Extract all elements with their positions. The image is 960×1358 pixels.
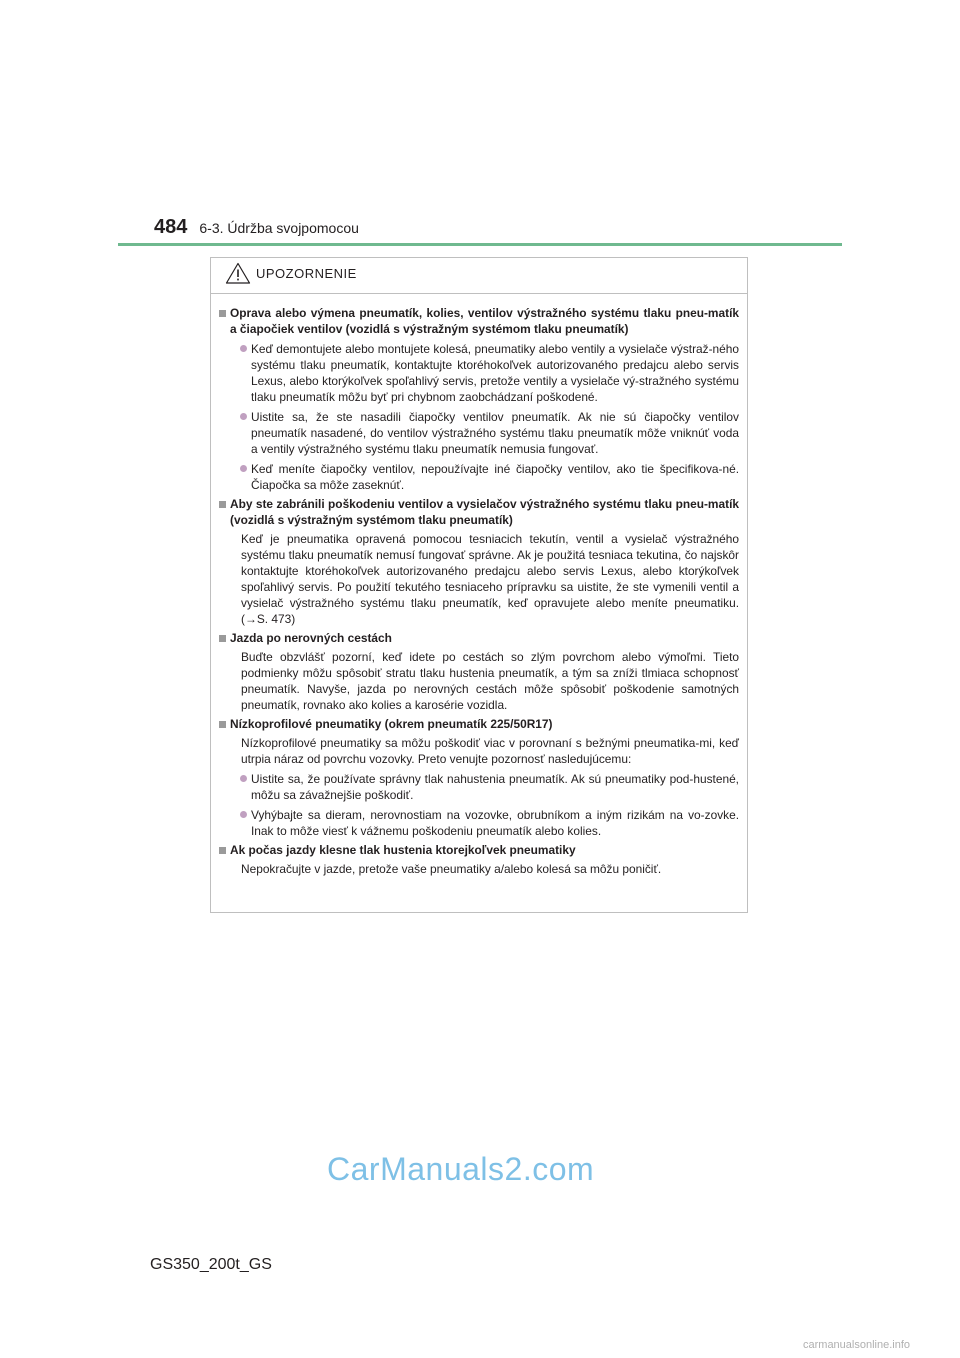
bullet-item: Uistite sa, že ste nasadili čiapočky ventilov pneumatík. Ak nie sú čiapočky ventilov pneumatík nasadené, do ventilov výstražného systému tlaku pneumatík môže vniknúť voda a ventily výstražného systému tlaku pneumatík nemusia fungovať. [219, 409, 739, 457]
warning-section [219, 496, 739, 627]
section-paragraph: Keď je pneumatika opravená pomocou tesniacich tekutín, ventil a vysielač výstražného systému tlaku pneumatík nemusí fungovať správne. Ak je použitá tesniaca tekutina, čo najskôr kontaktujte ktoréhokoľvek autorizovaného predajcu alebo servis Lexus, alebo ktorýkoľvek spoľahlivý servis. Po použití tekutého tesniaceho prípravku sa uistite, že ste vymenili ventil a vysielač výstražného systému tlaku pneumatík, keď opravujete alebo meníte pneumatiku. (→S. 473) [241, 532, 739, 626]
footer-site-link[interactable]: carmanualsonline.info [803, 1339, 911, 1351]
bullet-item: Uistite sa, že používate správny tlak nahustenia pneumatík. Ak sú pneumatiky pod-hustené, môžu sa závažnejšie poškodiť. [219, 771, 739, 803]
page-number: 484 [154, 216, 188, 238]
section-heading: Nízkoprofilové pneumatiky (okrem pneumatík 225/50R17) [219, 716, 739, 732]
warning-triangle-icon [225, 262, 251, 284]
bullet-item: Keď meníte čiapočky ventilov, nepoužívajte iné čiapočky ventilov, ako tie špecifikova-né. Čiapočka sa môže zaseknúť. [219, 461, 739, 493]
warning-section [219, 842, 739, 877]
page-header [154, 216, 359, 239]
section-paragraph: Buďte obzvlášť pozorní, keď idete po cestách so zlým povrchom alebo výmoľmi. Tieto podmienky môžu spôsobiť stratu tlaku hustenia pneumatík, a tým sa zníži tlmiaca schopnosť pneumatík. Navyše, jazda po nerovných cestách môže spôsobiť poškodenie samotných pneumatík, rovnako ako kolies a karosérie vozidla. [241, 650, 739, 712]
bullet-item: Vyhýbajte sa dieram, nerovnostiam na vozovke, obrubníkom a iným rizikám na vo-zovke. Inak to môže viesť k vážnemu poškodeniu pneumatík alebo kolies. [219, 807, 739, 839]
footer-model-code: GS350_200t_GS [150, 1256, 272, 1273]
section-heading: Jazda po nerovných cestách [219, 630, 739, 646]
warning-section [219, 630, 739, 713]
warning-box [210, 257, 748, 913]
warning-section [219, 716, 739, 839]
warning-content [219, 302, 739, 877]
section-heading: Ak počas jazdy klesne tlak hustenia ktorejkoľvek pneumatiky [219, 842, 739, 858]
bullet-item: Keď demontujete alebo montujete kolesá, pneumatiky alebo ventily a vysielače výstraž-ného systému tlaku pneumatík, kontaktujte ktoréhokoľvek autorizovaného predajcu alebo servis Lexus, alebo ktorýkoľvek spoľahlivý servis, pretože ventily a vysielače vý-stražného systému tlaku pneumatík môžu byť pri chybnom zaobchádzaní poškodené. [219, 341, 739, 405]
warning-header [225, 262, 357, 284]
section-paragraph: Nepokračujte v jazde, pretože vaše pneumatiky a/alebo kolesá sa môžu poničiť. [241, 862, 662, 876]
section-paragraph: Nízkoprofilové pneumatiky sa môžu poškodiť viac v porovnaní s bežnými pneumatika-mi, keď utrpia náraz od povrchu vozovky. Preto venujte pozornosť nasledujúcemu: [241, 736, 739, 766]
section-heading: Oprava alebo výmena pneumatík, kolies, ventilov výstražného systému tlaku pneu-matík a čiapočiek ventilov (vozidlá s výstražným systémom tlaku pneumatík) [219, 305, 739, 337]
watermark-logo: CarManuals2.com [327, 1151, 595, 1187]
section-heading: Aby ste zabránili poškodeniu ventilov a vysielačov výstražného systému tlaku pneu-matík (vozidlá s výstražným systémom tlaku pneumatík) [219, 496, 739, 528]
warning-divider [211, 293, 747, 294]
header-rule [118, 243, 842, 246]
section-title: 6-3. Údržba svojpomocou [199, 220, 359, 236]
warning-section [219, 305, 739, 493]
warning-title: UPOZORNENIE [256, 265, 357, 281]
